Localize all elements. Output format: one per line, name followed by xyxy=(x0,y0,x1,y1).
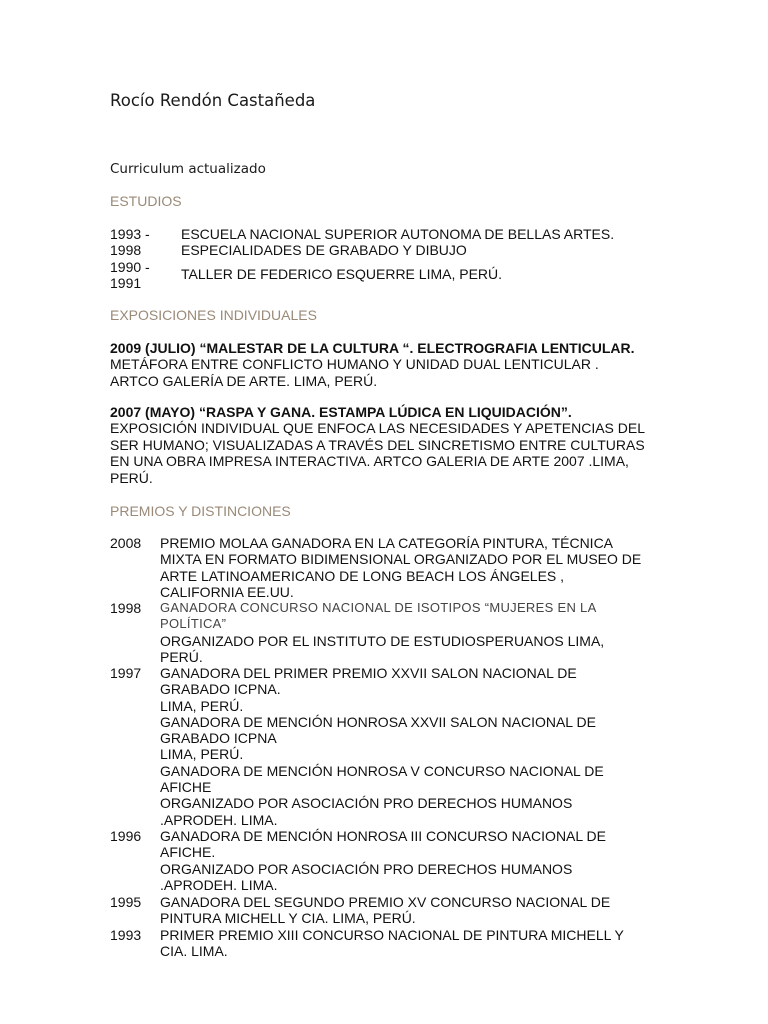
section-estudios-title: ESTUDIOS xyxy=(110,193,182,209)
study-text: ESCUELA NACIONAL SUPERIOR AUTONOMA DE BELLAS ARTES. xyxy=(181,226,615,242)
award-year: 1997 xyxy=(110,665,142,681)
study-year-end: 1998 xyxy=(110,242,142,258)
award-year: 2008 xyxy=(110,535,142,551)
exhibition-entry xyxy=(110,340,645,389)
award-line: GRABADO ICPNA xyxy=(160,730,277,747)
study-year-end: 1991 xyxy=(110,275,142,291)
award-lines xyxy=(160,894,660,927)
document-subtitle: Curriculum actualizado xyxy=(110,161,266,177)
award-line: PINTURA MICHELL Y CIA. LIMA, PERÚ. xyxy=(160,910,416,927)
award-line: AFICHE xyxy=(160,779,212,796)
section-exposiciones-title: EXPOSICIONES INDIVIDUALES xyxy=(110,307,317,323)
award-line: LIMA, PERÚ. xyxy=(160,697,244,714)
exhibition-heading: 2009 (JULIO) “MALESTAR DE LA CULTURA “. ELECTROGRAFIA LENTICULAR. xyxy=(110,340,635,356)
award-line: MIXTA EN FORMATO BIDIMENSIONAL ORGANIZADO POR EL MUSEO DE xyxy=(160,551,642,568)
study-year-start: 1993 - xyxy=(110,226,150,242)
exhibition-entry xyxy=(110,404,645,486)
award-line: GANADORA DE MENCIÓN HONROSA V CONCURSO NACIONAL DE xyxy=(160,762,604,779)
exhibition-description: EXPOSICIÓN INDIVIDUAL QUE ENFOCA LAS NECESIDADES Y APETENCIAS DEL SER HUMANO; VISUALIZADAS A TRAVÉS DEL SINCRETISMO ENTRE CULTURAS EN UNA OBRA IMPRESA INTERACTIVA. ARTCO GALERIA DE ARTE 2007 .LIMA, PERÚ. xyxy=(110,420,645,486)
award-line: .APRODEH. LIMA. xyxy=(160,811,278,828)
study-text: ESPECIALIDADES DE GRABADO Y DIBUJO xyxy=(181,242,467,258)
award-lines xyxy=(160,535,660,600)
award-lines xyxy=(160,600,660,665)
award-line: GANADORA DEL SEGUNDO PREMIO XV CONCURSO NACIONAL DE xyxy=(160,894,611,910)
award-line: ORGANIZADO POR ASOCIACIÓN PRO DERECHOS HUMANOS xyxy=(160,795,573,812)
award-year: 1995 xyxy=(110,894,142,910)
section-premios-title: PREMIOS Y DISTINCIONES xyxy=(110,503,291,519)
award-year: 1996 xyxy=(110,828,142,844)
exhibition-description: METÁFORA ENTRE CONFLICTO HUMANO Y UNIDAD DUAL LENTICULAR . ARTCO GALERÍA DE ARTE. LIMA, PERÚ. xyxy=(110,356,599,389)
award-line: LIMA, PERÚ. xyxy=(160,746,244,763)
award-line: PERÚ. xyxy=(160,648,203,665)
award-lines xyxy=(160,665,660,828)
award-line: CIA. LIMA. xyxy=(160,943,228,960)
award-line: GANADORA DE MENCIÓN HONROSA III CONCURSO NACIONAL DE xyxy=(160,828,606,844)
award-line: GANADORA DE MENCIÓN HONROSA XXVII SALON NACIONAL DE xyxy=(160,713,596,730)
award-line: GANADORA CONCURSO NACIONAL DE ISOTIPOS “MUJERES EN LA xyxy=(160,600,597,615)
award-line: .APRODEH. LIMA. xyxy=(160,876,278,893)
award-line: GRABADO ICPNA. xyxy=(160,681,281,698)
award-line: ORGANIZADO POR EL INSTITUTO DE ESTUDIOSPERUANOS LIMA, xyxy=(160,632,605,649)
award-line: PRIMER PREMIO XIII CONCURSO NACIONAL DE PINTURA MICHELL Y xyxy=(160,927,624,943)
author-name: Rocío Rendón Castañeda xyxy=(110,91,316,110)
award-year: 1998 xyxy=(110,600,142,616)
award-lines xyxy=(160,828,660,893)
award-line: GANADORA DEL PRIMER PREMIO XXVII SALON NACIONAL DE xyxy=(160,665,577,681)
award-year: 1993 xyxy=(110,927,142,943)
award-line: ORGANIZADO POR ASOCIACIÓN PRO DERECHOS HUMANOS xyxy=(160,860,573,877)
award-line: AFICHE. xyxy=(160,844,216,861)
study-year-start: 1990 - xyxy=(110,259,150,275)
award-lines xyxy=(160,927,660,960)
award-line: ARTE LATINOAMERICANO DE LONG BEACH LOS ÁNGELES , xyxy=(160,567,565,584)
exhibition-heading: 2007 (MAYO) “RASPA Y GANA. ESTAMPA LÚDICA EN LIQUIDACIÓN”. xyxy=(110,404,572,420)
award-line: CALIFORNIA EE.UU. xyxy=(160,583,294,600)
study-text: TALLER DE FEDERICO ESQUERRE LIMA, PERÚ. xyxy=(181,266,503,282)
award-line: POLÍTICA” xyxy=(160,616,227,632)
award-line: PREMIO MOLAA GANADORA EN LA CATEGORÍA PINTURA, TÉCNICA xyxy=(160,535,614,551)
